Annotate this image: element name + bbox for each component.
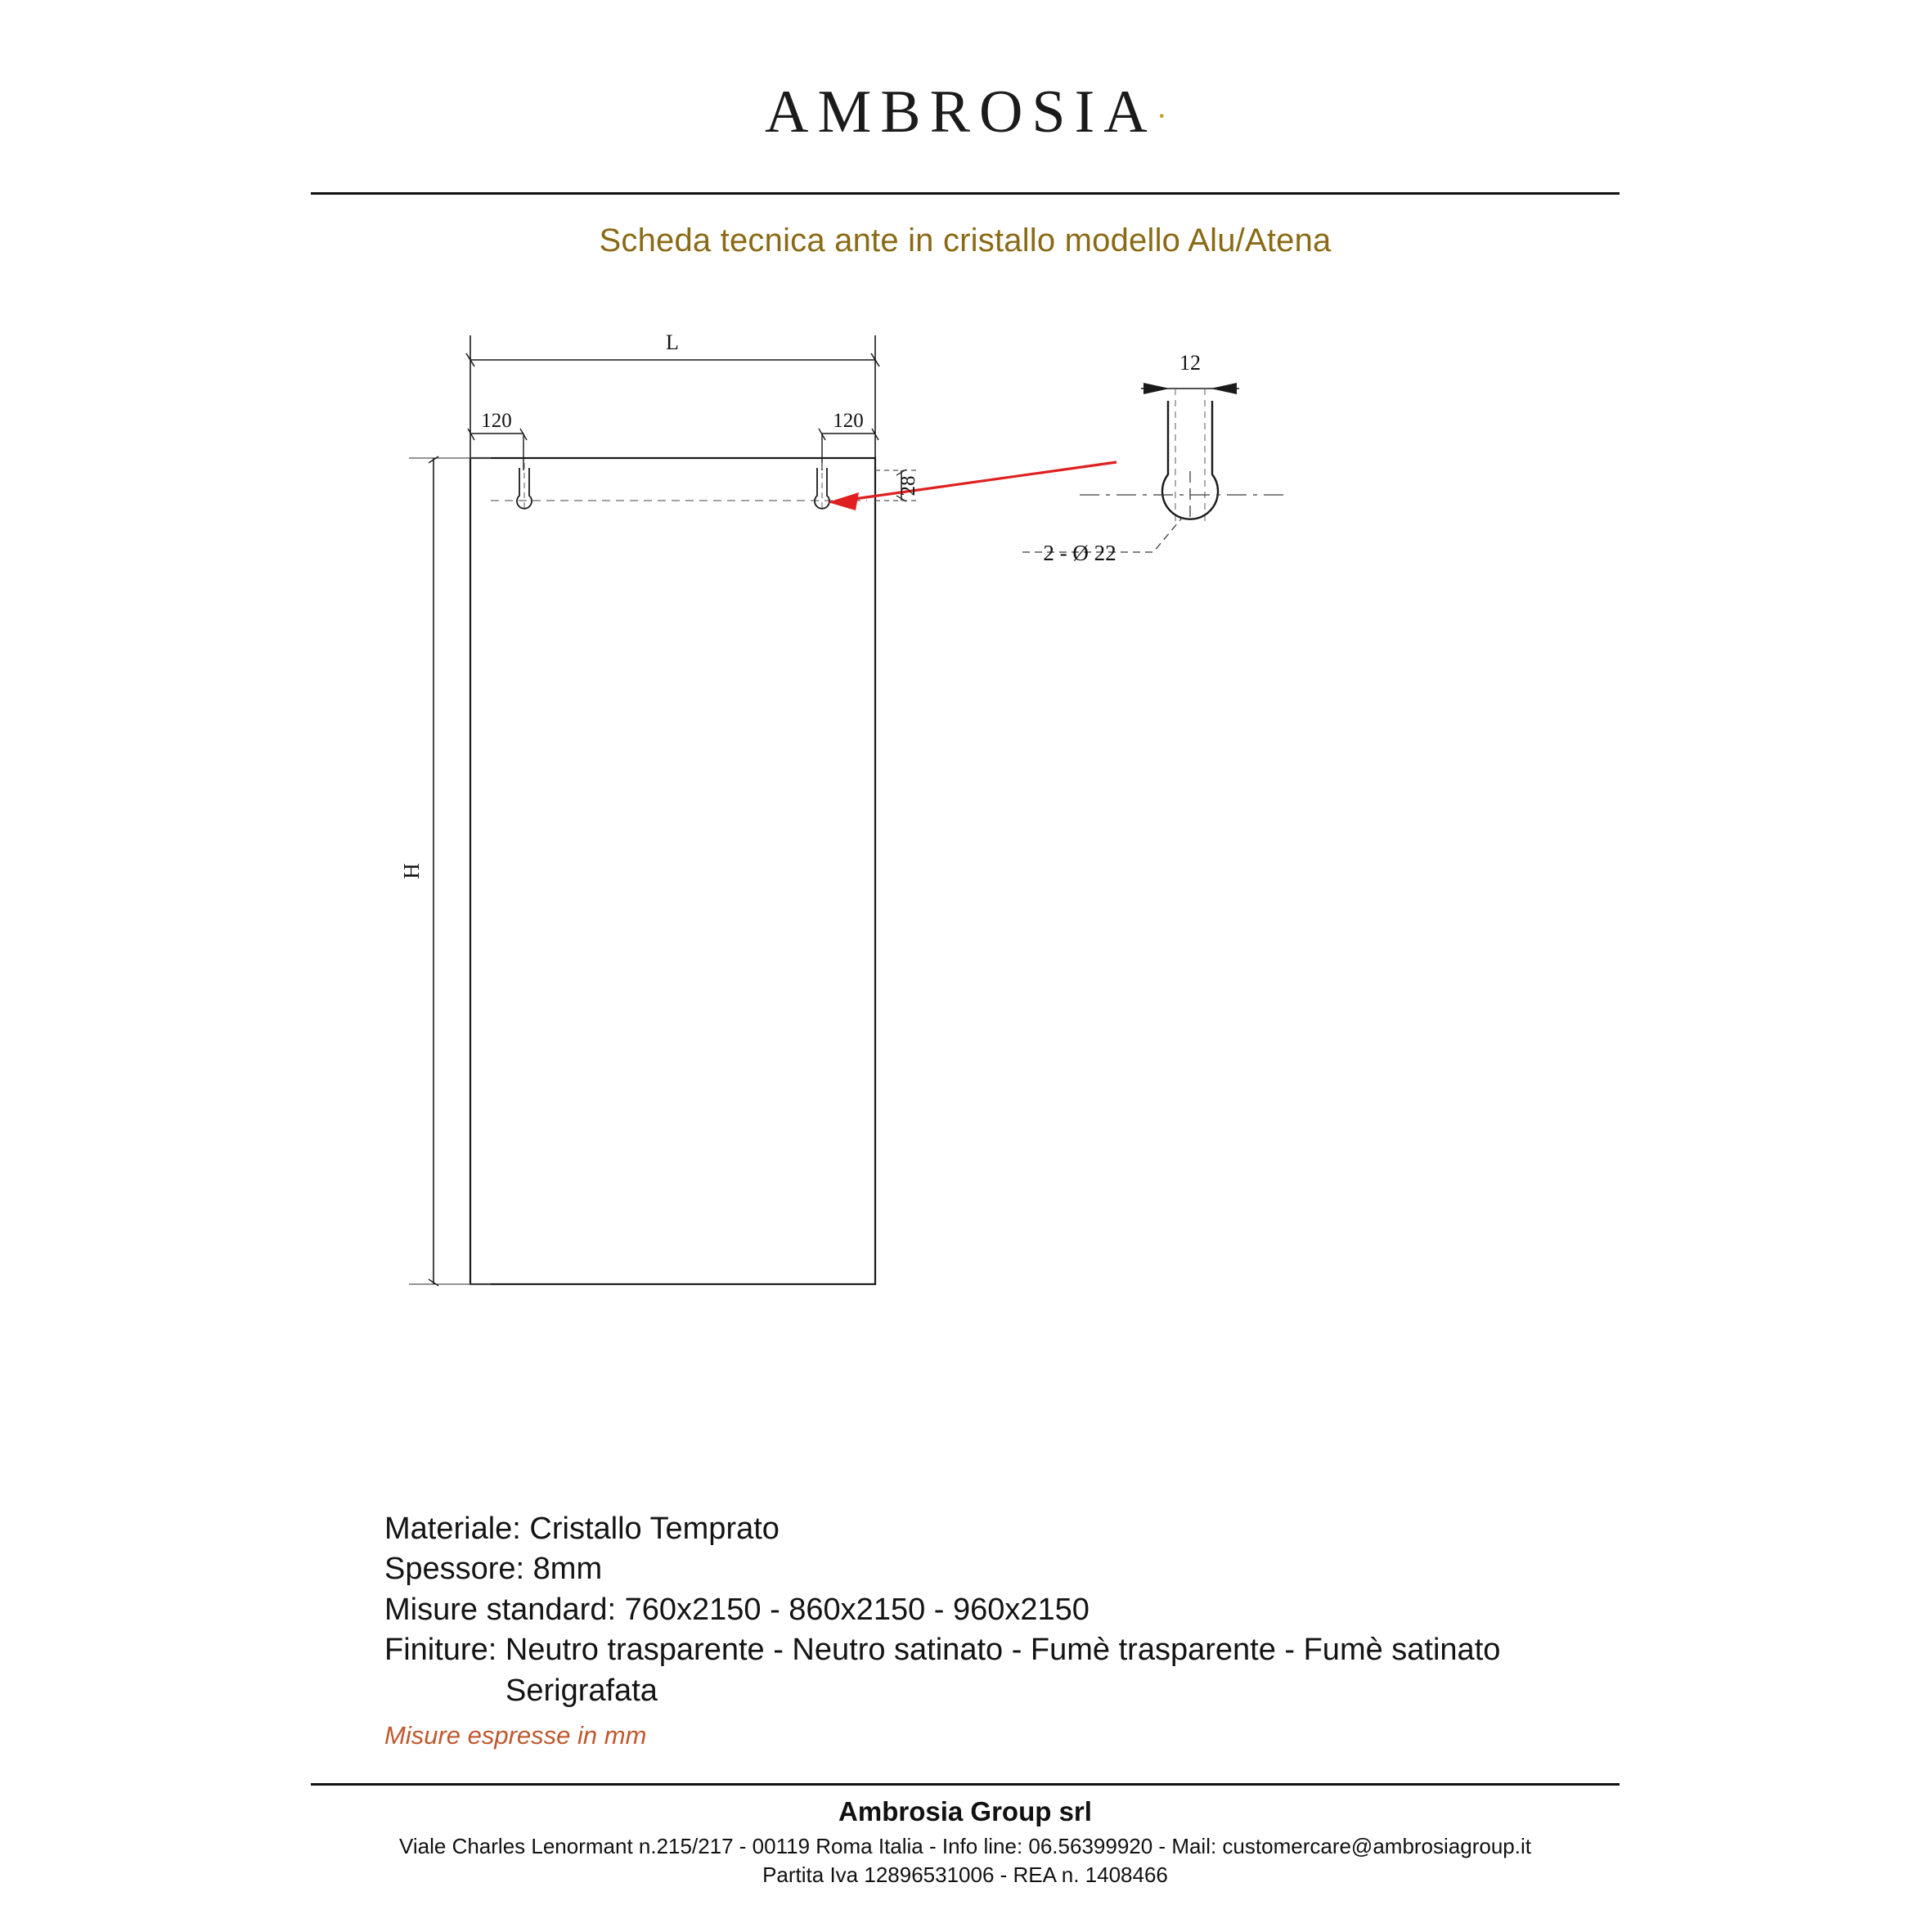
label-offset-left: 120: [481, 410, 512, 432]
spec-thickness: Spessore: 8mm: [384, 1552, 603, 1587]
brand-name: AMBROSIA: [765, 79, 1157, 146]
footer-address-line-1: Viale Charles Lenormant n.215/217 - 00119 Roma Italia - Info line: 06.56399920 - Mail: customercare@ambrosiagroup.it: [399, 1834, 1531, 1858]
footer-divider: [311, 1783, 1620, 1786]
technical-drawing: [0, 311, 1932, 1497]
label-panel-height: H: [399, 863, 424, 879]
label-offset-right: 120: [833, 410, 864, 432]
measurement-note: Misure espresse in mm: [384, 1720, 647, 1750]
label-panel-width: L: [666, 330, 679, 354]
label-slot-width: 12: [1179, 351, 1201, 375]
brand-dot: ·: [1156, 97, 1167, 134]
spec-finishes-continued: Serigrafata: [505, 1673, 658, 1708]
label-top-offset: 28: [897, 475, 919, 496]
header-divider: [311, 192, 1620, 195]
footer-company-name: Ambrosia Group srl: [838, 1796, 1092, 1826]
label-hole-note: 2 - Ø 22: [1043, 541, 1117, 565]
footer: [229, 1796, 1701, 1889]
footer-address-line-2: Partita Iva 12896531006 - REA n. 1408466: [762, 1862, 1168, 1888]
page-subtitle: Scheda tecnica ante in cristallo modello Alu/Atena: [599, 222, 1332, 258]
spec-material: Materiale: Cristallo Temprato: [384, 1512, 780, 1546]
spec-standard-sizes: Misure standard: 760x2150 - 860x2150 - 960x2150: [384, 1592, 1090, 1627]
spec-finishes: Finiture: Neutro trasparente - Neutro satinato - Fumè trasparente - Fumè satinato: [384, 1633, 1501, 1668]
brand-title: [0, 78, 1932, 147]
specifications-block: [384, 1509, 1775, 1752]
